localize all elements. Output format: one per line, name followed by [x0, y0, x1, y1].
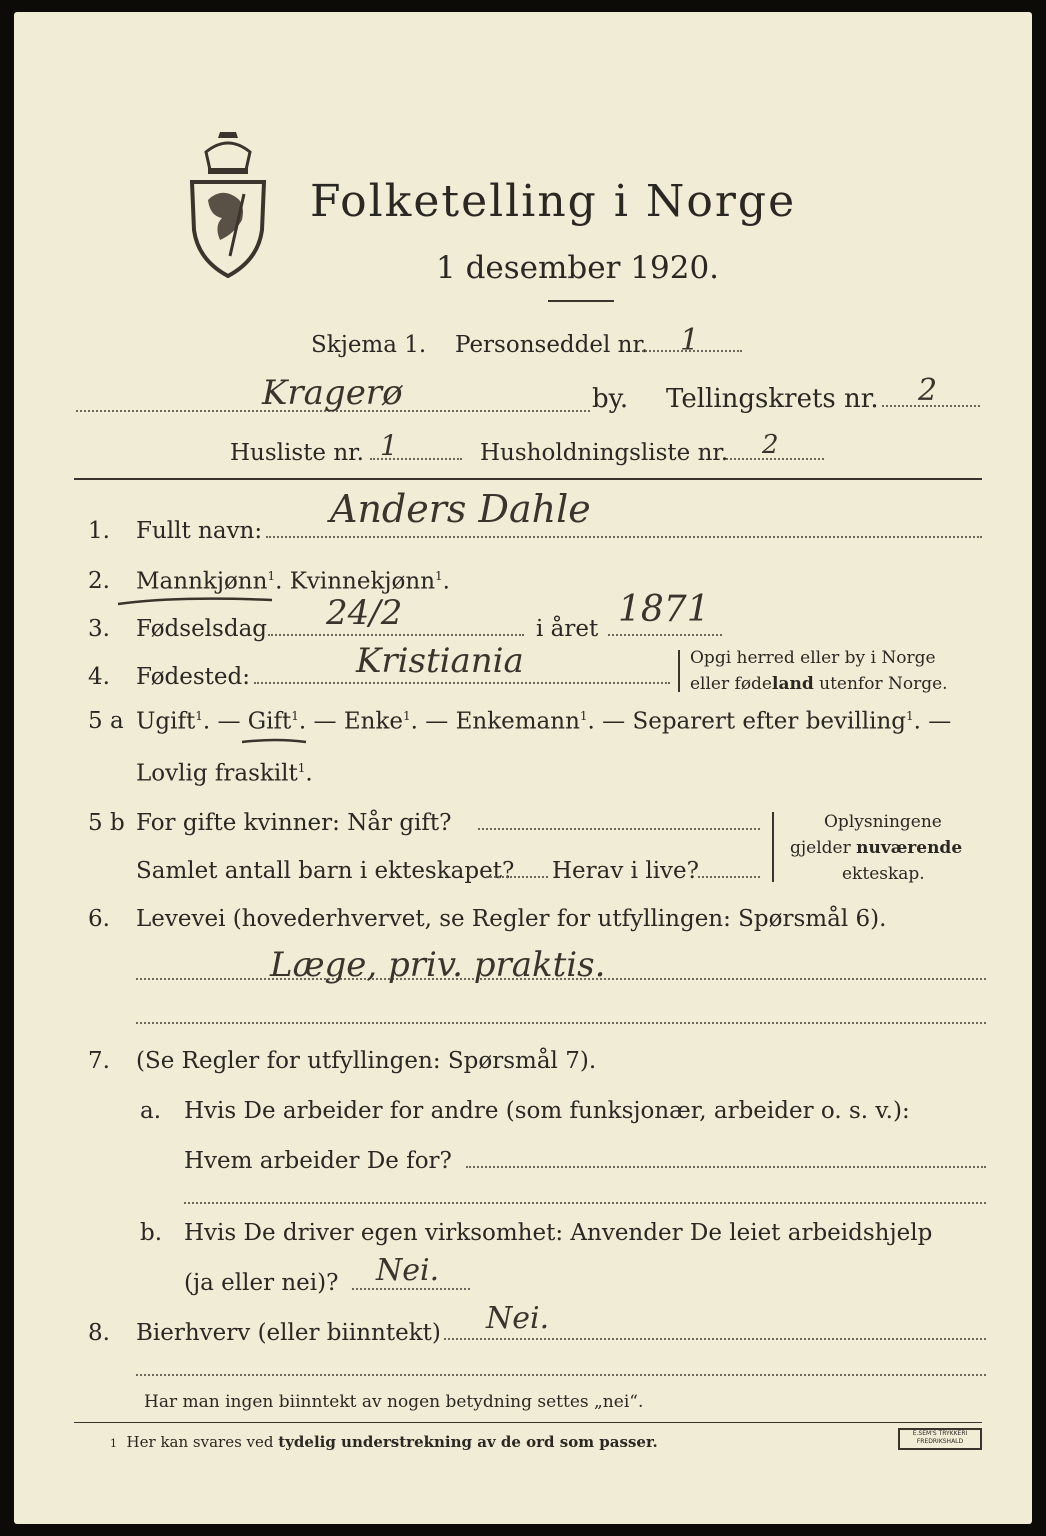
gift-option: Gift — [247, 708, 292, 735]
q7b-letter: b. — [140, 1220, 163, 1246]
census-date: 1 desember 1920. — [436, 250, 720, 286]
q1-number: 1. — [88, 518, 110, 544]
q4-number: 4. — [88, 664, 110, 690]
q7b-line — [352, 1288, 470, 1290]
q1-line — [266, 536, 982, 538]
q6-number: 6. — [88, 906, 110, 932]
q7a-letter: a. — [140, 1098, 162, 1124]
printer-mark: E.SEM'S TRYKKERI FREDRIKSHALD — [898, 1428, 982, 1450]
q6-label: Levevei (hovederhvervet, se Regler for utfyllingen: Spørsmål 6). — [136, 906, 887, 932]
title-rule — [548, 300, 614, 302]
q5b-married-line — [478, 828, 760, 830]
separert-option: . — Separert efter bevilling — [587, 708, 906, 735]
fraskilt-option: Lovlig fraskilt — [136, 760, 298, 787]
gift-underline-mark — [240, 736, 310, 748]
q7a-line1: Hvis De arbeider for andre (som funksjonær, arbeider o. s. v.): — [184, 1098, 910, 1124]
birthplace-value: Kristiania — [356, 641, 524, 681]
q5b-line2b: Herav i live? — [552, 858, 699, 884]
q5b-note-2: gjelder nuværende — [790, 838, 963, 858]
q4-brace — [678, 650, 680, 692]
q5a-options: Ugift$^1$. — Gift$^1$. — Enke$^1$. — Enkemann$^1$. — Separert efter bevilling$^1$. — — [136, 708, 952, 735]
q4-note-1: Opgi herred eller by i Norge — [690, 648, 936, 668]
q5b-note-3: ekteskap. — [842, 864, 925, 884]
gender-female-option: Kvinnekjønn — [289, 568, 436, 595]
footnote-ref: 1 — [267, 569, 276, 583]
q7a-line2: Hvem arbeider De for? — [184, 1148, 452, 1174]
tellingskrets-value: 2 — [918, 373, 938, 408]
header-rule — [74, 478, 982, 480]
q5a-line2: Lovlig fraskilt$^1$. — [136, 760, 313, 787]
q4-label: Fødested: — [136, 664, 251, 690]
by-label: by. — [592, 384, 629, 414]
enke-option: . — Enke — [298, 708, 404, 735]
q8-line — [444, 1338, 986, 1340]
enkemann-option: . — Enkemann — [410, 708, 580, 735]
q2-number: 2. — [88, 568, 110, 594]
q5b-note-1: Oplysningene — [824, 812, 942, 832]
q5b-children-line — [486, 876, 548, 878]
q6-line-2 — [136, 1022, 986, 1024]
husliste-label: Husliste nr. — [230, 440, 364, 466]
q8-label: Bierhverv (eller biinntekt) — [136, 1320, 441, 1346]
q3-year-label: i året — [536, 616, 599, 642]
q3-year-line — [608, 634, 722, 636]
q3-label: Fødselsdag — [136, 616, 268, 642]
q1-label: Fullt navn: — [136, 518, 263, 544]
q7a-line-2 — [184, 1202, 986, 1204]
gender-male-option: Mannkjønn — [136, 568, 268, 595]
q2-options — [136, 570, 450, 594]
city-value: Kragerø — [262, 373, 403, 413]
norwegian-coat-of-arms-icon — [186, 130, 270, 280]
husholdning-label: Husholdningsliste nr. — [480, 440, 729, 466]
q5b-line2a: Samlet antall barn i ekteskapet? — [136, 858, 515, 884]
skjema-label: Skjema 1. — [311, 332, 427, 358]
q5b-brace — [772, 812, 774, 882]
q5a-number: 5 a — [88, 708, 124, 734]
q5b-alive-line — [698, 876, 760, 878]
q3-date-line — [268, 634, 524, 636]
q5b-number: 5 b — [88, 810, 125, 836]
q4-note-2: eller fødeland utenfor Norge. — [690, 674, 948, 694]
q8-number: 8. — [88, 1320, 110, 1346]
full-name-value: Anders Dahle — [330, 487, 591, 531]
q8-value: Nei. — [486, 1301, 550, 1336]
q4-line — [254, 682, 670, 684]
q3-number: 3. — [88, 616, 110, 642]
husliste-value: 1 — [380, 429, 398, 462]
q7b-line2: (ja eller nei)? — [184, 1270, 339, 1296]
page-title: Folketelling i Norge — [310, 176, 797, 227]
q2-sep: . — [275, 568, 283, 595]
occupation-value: Læge, priv. praktis. — [270, 945, 606, 985]
personseddel-value: 1 — [680, 323, 700, 358]
q7b-value: Nei. — [376, 1253, 440, 1288]
personseddel-label: Personseddel nr. — [455, 332, 649, 358]
husholdning-value: 2 — [762, 430, 779, 460]
q2-end: . — [442, 568, 450, 595]
ugift-option: Ugift — [136, 708, 196, 735]
footnote: 1 Her kan svares ved tydelig understrekning av de ord som passer. — [110, 1433, 658, 1451]
birth-year-value: 1871 — [618, 589, 710, 630]
footer-rule — [74, 1422, 982, 1423]
footnote-ref: 1 — [435, 569, 443, 583]
birth-date-value: 24/2 — [326, 593, 403, 633]
q8-line-2 — [136, 1374, 986, 1376]
q5b-line1: For gifte kvinner: Når gift? — [136, 810, 452, 836]
male-underline-mark — [116, 594, 276, 608]
tellingskrets-label: Tellingskrets nr. — [666, 384, 879, 414]
q7a-line — [466, 1166, 986, 1168]
q7-number: 7. — [88, 1048, 110, 1074]
footer-note: Har man ingen biinntekt av nogen betydning settes „nei“. — [144, 1392, 644, 1412]
q7-label: (Se Regler for utfyllingen: Spørsmål 7). — [136, 1048, 597, 1074]
q7b-line1: Hvis De driver egen virksomhet: Anvender De leiet arbeidshjelp — [184, 1220, 933, 1246]
